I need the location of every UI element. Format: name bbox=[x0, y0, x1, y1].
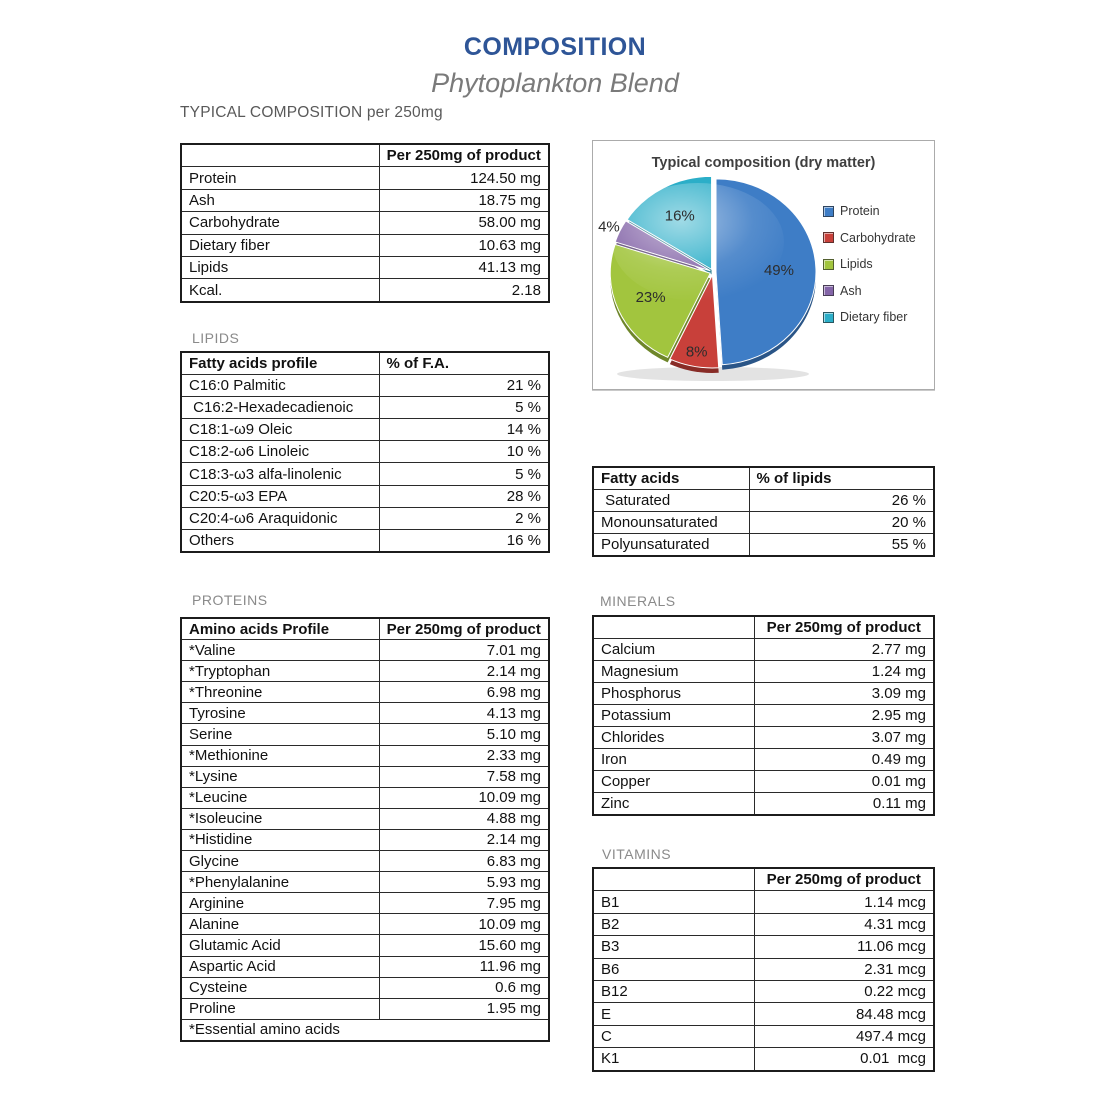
column-header: Per 250mg of product bbox=[379, 618, 549, 640]
column-header: Amino acids Profile bbox=[181, 618, 379, 640]
table-row bbox=[593, 1003, 934, 1025]
table-header-row bbox=[593, 616, 934, 639]
table-row bbox=[181, 212, 549, 234]
table-row bbox=[181, 766, 549, 787]
fatty-acids-summary-table bbox=[592, 466, 935, 557]
row-value: 18.75 mg bbox=[379, 189, 549, 211]
row-label: B12 bbox=[593, 980, 754, 1002]
table-row bbox=[181, 463, 549, 485]
legend-label: Lipids bbox=[840, 257, 873, 271]
table-row bbox=[181, 640, 549, 661]
table-row bbox=[593, 533, 934, 555]
row-label: B1 bbox=[593, 891, 754, 913]
table-row bbox=[181, 441, 549, 463]
table-row bbox=[181, 375, 549, 397]
row-label: Ash bbox=[181, 189, 379, 211]
row-label: C18:3-ω3 alfa-linolenic bbox=[181, 463, 379, 485]
table-row bbox=[593, 913, 934, 935]
chart-title: Typical composition (dry matter) bbox=[651, 155, 876, 171]
table-row bbox=[593, 489, 934, 511]
column-header: % of F.A. bbox=[379, 352, 549, 375]
row-value: 26 % bbox=[749, 489, 934, 511]
proteins-section-heading: PROTEINS bbox=[192, 592, 268, 608]
row-value: 5 % bbox=[379, 397, 549, 419]
row-label: *Histidine bbox=[181, 829, 379, 850]
vitamins-section-heading: VITAMINS bbox=[602, 846, 672, 862]
table-row bbox=[181, 745, 549, 766]
table-row bbox=[181, 829, 549, 850]
row-label: E bbox=[593, 1003, 754, 1025]
table-row bbox=[593, 936, 934, 958]
row-value: 10.09 mg bbox=[379, 787, 549, 808]
table-row bbox=[181, 256, 549, 278]
row-value: 0.49 mg bbox=[754, 749, 934, 771]
table-row bbox=[593, 793, 934, 816]
row-label: B2 bbox=[593, 913, 754, 935]
row-value: 7.95 mg bbox=[379, 893, 549, 914]
table-row bbox=[181, 529, 549, 552]
table-row bbox=[593, 771, 934, 793]
row-value: 1.24 mg bbox=[754, 661, 934, 683]
table-row bbox=[181, 397, 549, 419]
row-value: 41.13 mg bbox=[379, 256, 549, 278]
row-value: 5.93 mg bbox=[379, 872, 549, 893]
pie-slice-label: 8% bbox=[685, 343, 708, 361]
row-value: 2 % bbox=[379, 507, 549, 529]
row-value: 14 % bbox=[379, 419, 549, 441]
row-label: Glycine bbox=[181, 851, 379, 872]
pie-slice-label: 49% bbox=[763, 262, 794, 280]
footer-note: *Essential amino acids bbox=[181, 1019, 549, 1041]
column-header bbox=[593, 616, 754, 639]
row-value: 0.22 mcg bbox=[754, 980, 934, 1002]
row-label: Polyunsaturated bbox=[593, 533, 749, 555]
row-value: 4.88 mg bbox=[379, 808, 549, 829]
row-label: C18:2-ω6 Linoleic bbox=[181, 441, 379, 463]
row-label: C16:2-Hexadecadienoic bbox=[181, 397, 379, 419]
lipids-section-heading: LIPIDS bbox=[192, 330, 240, 346]
pie-gloss bbox=[612, 183, 784, 301]
table-row bbox=[593, 1025, 934, 1047]
pie-slice-label: 4% bbox=[598, 218, 620, 236]
row-label: *Isoleucine bbox=[181, 808, 379, 829]
row-value: 0.6 mg bbox=[379, 977, 549, 998]
table-footer-row bbox=[181, 1019, 549, 1041]
table-row bbox=[181, 851, 549, 872]
table-header-row bbox=[593, 868, 934, 891]
row-label: C16:0 Palmitic bbox=[181, 375, 379, 397]
row-value: 6.83 mg bbox=[379, 851, 549, 872]
row-value: 0.01 mg bbox=[754, 771, 934, 793]
table-row bbox=[181, 724, 549, 745]
row-label: C20:4-ω6 Araquidonic bbox=[181, 507, 379, 529]
row-label: Monounsaturated bbox=[593, 511, 749, 533]
row-label: K1 bbox=[593, 1048, 754, 1071]
row-label: *Threonine bbox=[181, 682, 379, 703]
amino-acids-table bbox=[180, 617, 550, 1042]
row-label: Serine bbox=[181, 724, 379, 745]
row-value: 7.01 mg bbox=[379, 640, 549, 661]
row-label: C20:5-ω3 EPA bbox=[181, 485, 379, 507]
row-label: B6 bbox=[593, 958, 754, 980]
row-value: 11.96 mg bbox=[379, 956, 549, 977]
column-header: Fatty acids bbox=[593, 467, 749, 489]
row-label: Copper bbox=[593, 771, 754, 793]
row-label: Kcal. bbox=[181, 279, 379, 302]
table-row bbox=[181, 167, 549, 189]
row-value: 15.60 mg bbox=[379, 935, 549, 956]
table-row bbox=[593, 511, 934, 533]
row-value: 5.10 mg bbox=[379, 724, 549, 745]
row-value: 3.07 mg bbox=[754, 727, 934, 749]
row-label: Calcium bbox=[593, 639, 754, 661]
row-value: 7.58 mg bbox=[379, 766, 549, 787]
legend-item bbox=[823, 257, 916, 271]
row-label: Lipids bbox=[181, 256, 379, 278]
row-value: 55 % bbox=[749, 533, 934, 555]
legend-item bbox=[823, 204, 916, 218]
table-row bbox=[181, 189, 549, 211]
row-label: Arginine bbox=[181, 893, 379, 914]
row-value: 2.18 bbox=[379, 279, 549, 302]
table-header-row bbox=[593, 467, 934, 489]
row-label: *Phenylalanine bbox=[181, 872, 379, 893]
table-row bbox=[181, 661, 549, 682]
row-value: 10 % bbox=[379, 441, 549, 463]
row-value: 11.06 mcg bbox=[754, 936, 934, 958]
table-row bbox=[593, 661, 934, 683]
row-value: 16 % bbox=[379, 529, 549, 552]
table-row bbox=[181, 419, 549, 441]
row-label: Cysteine bbox=[181, 977, 379, 998]
minerals-table bbox=[592, 615, 935, 816]
row-label: Potassium bbox=[593, 705, 754, 727]
legend-item bbox=[823, 284, 916, 298]
table-row bbox=[181, 682, 549, 703]
table-row bbox=[181, 872, 549, 893]
column-header: Per 250mg of product bbox=[754, 616, 934, 639]
row-label: Iron bbox=[593, 749, 754, 771]
legend-item bbox=[823, 231, 916, 245]
row-value: 3.09 mg bbox=[754, 683, 934, 705]
legend-marker-icon bbox=[823, 285, 834, 296]
row-label: Dietary fiber bbox=[181, 234, 379, 256]
row-value: 0.01 mcg bbox=[754, 1048, 934, 1071]
legend-label: Ash bbox=[840, 283, 862, 298]
row-value: 1.95 mg bbox=[379, 998, 549, 1019]
row-value: 497.4 mcg bbox=[754, 1025, 934, 1047]
legend-marker-icon bbox=[823, 206, 834, 217]
row-label: Aspartic Acid bbox=[181, 956, 379, 977]
fatty-acids-profile-table bbox=[180, 351, 550, 553]
minerals-section-heading: MINERALS bbox=[600, 593, 676, 609]
row-label: Tyrosine bbox=[181, 703, 379, 724]
row-label: *Valine bbox=[181, 640, 379, 661]
row-label: C18:1-ω9 Oleic bbox=[181, 419, 379, 441]
pie-slice-label: 16% bbox=[664, 207, 695, 225]
row-value: 58.00 mg bbox=[379, 212, 549, 234]
column-header: Per 250mg of product bbox=[754, 868, 934, 891]
row-label: Protein bbox=[181, 167, 379, 189]
chart-legend bbox=[823, 204, 916, 324]
row-label: Zinc bbox=[593, 793, 754, 816]
row-label: Proline bbox=[181, 998, 379, 1019]
pie-slice-label: 23% bbox=[635, 289, 666, 307]
table-header-row bbox=[181, 144, 549, 167]
row-value: 5 % bbox=[379, 463, 549, 485]
row-label: Glutamic Acid bbox=[181, 935, 379, 956]
table-row bbox=[181, 507, 549, 529]
row-value: 4.31 mcg bbox=[754, 913, 934, 935]
table-row bbox=[593, 705, 934, 727]
table-row bbox=[593, 639, 934, 661]
table-row bbox=[181, 914, 549, 935]
row-value: 28 % bbox=[379, 485, 549, 507]
table-row bbox=[181, 935, 549, 956]
pie-chart-panel bbox=[592, 140, 935, 390]
table-row bbox=[181, 279, 549, 302]
row-value: 2.77 mg bbox=[754, 639, 934, 661]
legend-label: Carbohydrate bbox=[840, 230, 916, 245]
row-value: 2.14 mg bbox=[379, 829, 549, 850]
legend-marker-icon bbox=[823, 312, 834, 323]
row-value: 0.11 mg bbox=[754, 793, 934, 816]
column-header bbox=[181, 144, 379, 167]
row-label: Others bbox=[181, 529, 379, 552]
row-value: 84.48 mcg bbox=[754, 1003, 934, 1025]
legend-marker-icon bbox=[823, 232, 834, 243]
row-label: *Lysine bbox=[181, 766, 379, 787]
row-label: C bbox=[593, 1025, 754, 1047]
row-value: 21 % bbox=[379, 375, 549, 397]
row-label: *Tryptophan bbox=[181, 661, 379, 682]
table-row bbox=[593, 683, 934, 705]
row-value: 1.14 mcg bbox=[754, 891, 934, 913]
row-value: 20 % bbox=[749, 511, 934, 533]
row-label: Phosphorus bbox=[593, 683, 754, 705]
column-header: Per 250mg of product bbox=[379, 144, 549, 167]
row-value: 2.14 mg bbox=[379, 661, 549, 682]
row-value: 4.13 mg bbox=[379, 703, 549, 724]
row-label: *Leucine bbox=[181, 787, 379, 808]
table-header-row bbox=[181, 352, 549, 375]
table-row bbox=[181, 956, 549, 977]
row-label: B3 bbox=[593, 936, 754, 958]
table-row bbox=[593, 980, 934, 1002]
table-row bbox=[181, 787, 549, 808]
row-value: 2.31 mcg bbox=[754, 958, 934, 980]
table-row bbox=[181, 485, 549, 507]
table-row bbox=[593, 958, 934, 980]
table-row bbox=[593, 749, 934, 771]
column-header: Fatty acids profile bbox=[181, 352, 379, 375]
column-header bbox=[593, 868, 754, 891]
table-row bbox=[181, 998, 549, 1019]
composition-table bbox=[180, 143, 550, 303]
row-value: 124.50 mg bbox=[379, 167, 549, 189]
page-title: COMPOSITION bbox=[463, 33, 647, 61]
table-row bbox=[181, 977, 549, 998]
table-row bbox=[593, 891, 934, 913]
row-label: *Methionine bbox=[181, 745, 379, 766]
table-row bbox=[593, 1048, 934, 1071]
vitamins-table bbox=[592, 867, 935, 1072]
row-label: Carbohydrate bbox=[181, 212, 379, 234]
row-value: 2.33 mg bbox=[379, 745, 549, 766]
table-row bbox=[181, 893, 549, 914]
table-row bbox=[593, 727, 934, 749]
row-label: Alanine bbox=[181, 914, 379, 935]
row-value: 2.95 mg bbox=[754, 705, 934, 727]
legend-label: Dietary fiber bbox=[840, 310, 908, 324]
typical-composition-caption: TYPICAL COMPOSITION per 250mg bbox=[180, 104, 443, 121]
legend-item bbox=[823, 310, 916, 324]
row-label: Magnesium bbox=[593, 661, 754, 683]
column-header: % of lipids bbox=[749, 467, 934, 489]
row-label: Chlorides bbox=[593, 727, 754, 749]
row-value: 10.63 mg bbox=[379, 234, 549, 256]
page-subtitle: Phytoplankton Blend bbox=[431, 68, 679, 98]
table-header-row bbox=[181, 618, 549, 640]
table-row bbox=[181, 703, 549, 724]
row-label: Saturated bbox=[593, 489, 749, 511]
table-row bbox=[181, 808, 549, 829]
table-row bbox=[181, 234, 549, 256]
row-value: 6.98 mg bbox=[379, 682, 549, 703]
legend-label: Protein bbox=[840, 204, 880, 218]
row-value: 10.09 mg bbox=[379, 914, 549, 935]
legend-marker-icon bbox=[823, 259, 834, 270]
